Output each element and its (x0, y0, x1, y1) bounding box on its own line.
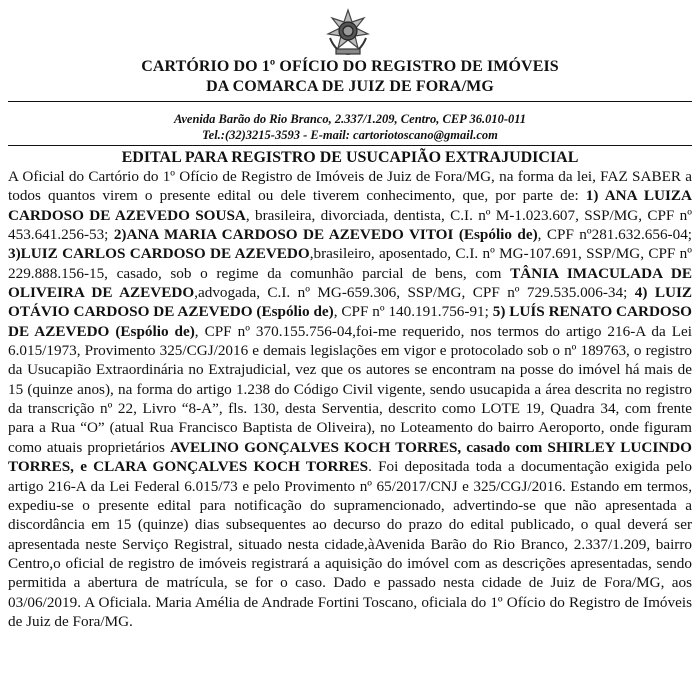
notice-segment: , CPF nº 370.155.756-04,foi-me requerido, nos termos do artigo 216-A da Lei 6.015/1973, Provimento 325/CGJ/2016 e demais legislações em vigor e protocolado sob o nº 189763, o registro da Usucapião Extraordinária no Extrajudicial, vez que os autores se encontram na posse do imóvel há mais de 15 (quinze anos), na forma do artigo 1.238 do Código Civil vigente, sendo usucapida a área descrita no registro da transcrição nº 22, Livro “8-A”, fls. 130, desta Serventia, descrito como LOTE 19, Quadra 34, com frente para a Rua “O” (atual Rua Francisco Baptista de Oliveira), no Loteamento do bairro Aeroporto, onde figuram como atuais proprietários (8, 322, 692, 456)
notice-segment: , CPF nº281.632.656-04; (537, 226, 693, 244)
registry-contact: Tel.:(32)3215-3593 - E-mail: cartoriotoscano@gmail.com (202, 128, 498, 142)
notice-body (8, 167, 692, 631)
header-divider-top (8, 101, 692, 102)
notice-segment: ,brasileiro, aposentado, C.I. nº MG-107.691, SSP/MG, CPF nº 229.888.156-15, casado, sob o regime da comunhão parcial de bens, com (8, 245, 692, 282)
header-divider-bottom (8, 145, 692, 146)
registry-name-line1: CARTÓRIO DO 1º OFÍCIO DO REGISTRO DE IMÓVEIS (141, 58, 559, 75)
registry-name-line2: DA COMARCA DE JUIZ DE FORA/MG (206, 78, 494, 95)
notice-segment-bold: TÂNIA IMACULADA DE OLIVEIRA DE AZEVEDO (8, 264, 692, 302)
notice-segment: , brasileira, divorciada, dentista, C.I. nº M-1.023.607, SSP/MG, CPF nº 453.641.256-53; (8, 206, 692, 244)
notice-segment: ,advogada, C.I. nº MG-659.306, SSP/MG, CPF nº 729.535.006-34; (194, 284, 635, 302)
registry-address: Avenida Barão do Rio Branco, 2.337/1.209, Centro, CEP 36.010-011 (173, 112, 527, 126)
notice-segment-bold: AVELINO GONÇALVES KOCH TORRES, casado com SHIRLEY LUCINDO TORRES, e CLARA GONÇALVES KOCH TORRES (8, 438, 692, 476)
notice-segment-bold: 3)LUIZ CARLOS CARDOSO DE AZEVEDO (8, 245, 310, 263)
notice-segment-bold: 2)ANA MARIA CARDOSO DE AZEVEDO VITOI (Espólio de) (113, 226, 538, 244)
coat-of-arms-icon (318, 8, 378, 58)
notice-segment-bold: 1) ANA LUIZA CARDOSO DE AZEVEDO SOUSA (8, 187, 692, 224)
notice-segment-bold: 5) LUÍS RENATO CARDOSO DE AZEVEDO (Espólio de) (8, 303, 692, 340)
notice-segment: A Oficial do Cartório do 1º Ofício de Registro de Imóveis de Juiz de Fora/MG, na forma da lei, FAZ SABER a todos quantos virem o presente edital ou dele tiverem conhecimento, que, por parte de: (8, 168, 692, 205)
notice-segment: , CPF nº 140.191.756-91; (333, 303, 493, 321)
notice-segment-bold: 4) LUIZ OTÁVIO CARDOSO DE AZEVEDO (Espólio de) (8, 284, 693, 321)
notice-segment: . Foi depositada toda a documentação exigida pelo artigo 216-A da Lei Federal 6.015/73 e pelo Provimento nº 65/2017/CNJ e 325/CGJ/2016. Estando em termos, expediu-se o presente edital para notificação do supramencionado, advertindo-se que não apresentada a discordância em 15 (quinze) dias subsequentes ao decurso do prazo do edital publicado, o qual deverá ser apresentada neste Serviço Registral, situado nesta cidade,àAvenida Barão do Rio Branco, 2.337/1.209, bairro Centro,o oficial de registro de imóveis registrará a aquisição do imóvel com as descrições apresentadas, sendo permitida a abertura de matrícula, se for o caso. Dado e passado nesta cidade de Juiz de Fora/MG, aos 03/06/2019. A Oficiala. Maria Amélia de Andrade Fortini Toscano, oficiala do 1º Ofício do Registro de Imóveis de Juiz de Fora/MG. (8, 458, 692, 630)
notice-title: EDITAL PARA REGISTRO DE USUCAPIÃO EXTRAJUDICIAL (121, 149, 579, 166)
